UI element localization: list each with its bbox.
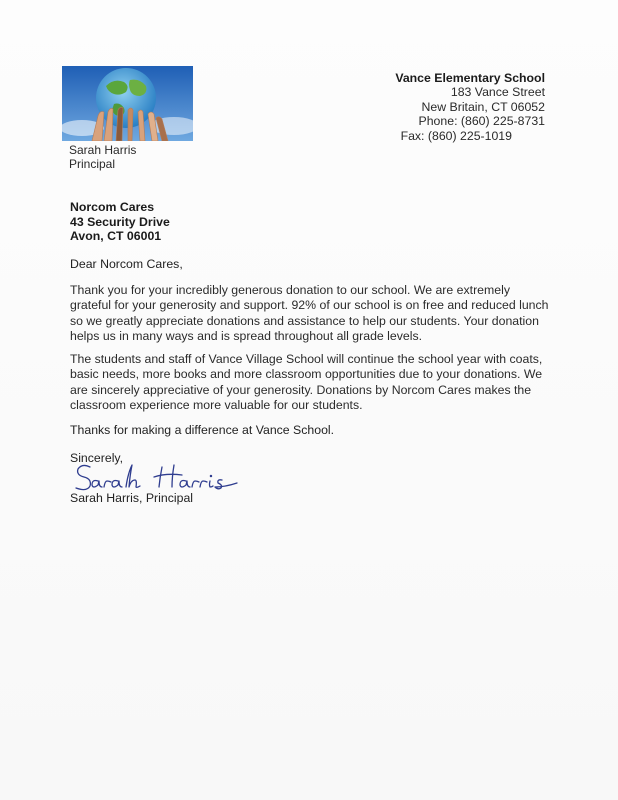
globe-hands-icon xyxy=(62,66,193,141)
recipient-city: Avon, CT 06001 xyxy=(70,229,162,244)
recipient-street: 43 Security Drive xyxy=(70,214,170,229)
sender-title: Principal xyxy=(69,157,116,171)
handwritten-signature xyxy=(74,459,254,495)
school-phone: Phone: (860) 225-8731 xyxy=(418,114,545,129)
school-city: New Britain, CT 06052 xyxy=(421,99,545,114)
school-address-block xyxy=(395,71,545,143)
body-paragraph-1: Thank you for your incredibly generous donation to our school. We are extremely grateful for your generosity and support. 92% of our school is on free and reduced lunch so we greatly appreciate donations and assistance to help our students. Your donation helps us in many ways and is spread throughout all grade levels. xyxy=(70,283,549,344)
thanks-line: Thanks for making a difference at Vance School. xyxy=(70,423,335,437)
signoff-line: Sarah Harris, Principal xyxy=(70,491,194,505)
sender-block xyxy=(69,143,136,171)
school-logo-image xyxy=(62,66,193,141)
recipient-name: Norcom Cares xyxy=(70,200,155,214)
sender-name: Sarah Harris xyxy=(69,143,137,157)
school-name: Vance Elementary School xyxy=(395,71,545,85)
recipient-block xyxy=(70,200,170,244)
school-fax: Fax: (860) 225-1019 xyxy=(400,128,512,143)
salutation: Dear Norcom Cares, xyxy=(70,257,183,271)
school-street: 183 Vance Street xyxy=(450,85,545,100)
body-paragraph-2: The students and staff of Vance Village School will continue the school year with coats, basic needs, more books and more classroom opportunities due to your donations. We are sincerely appreciative of your generosity. Donations by Norcom Cares makes the classroom experience more valuable for our students. xyxy=(70,352,543,413)
signature-icon xyxy=(74,459,254,495)
closing-line: Sincerely, xyxy=(70,451,124,465)
